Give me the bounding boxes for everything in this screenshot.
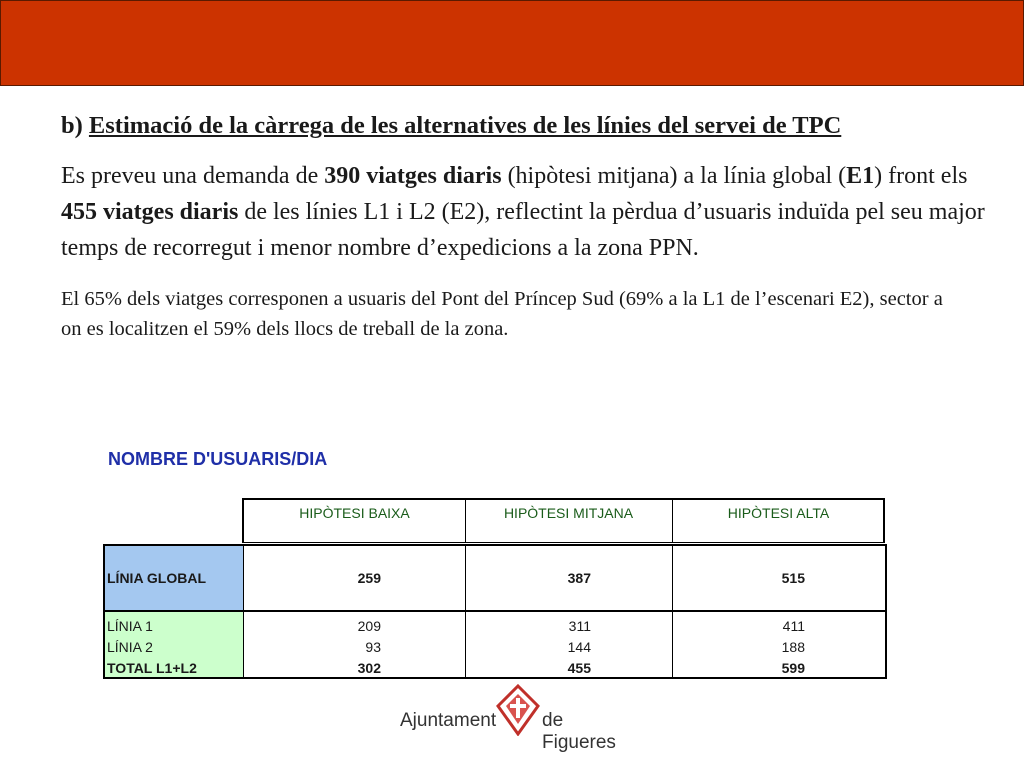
logo-text-right: de Figueres — [542, 710, 616, 753]
para1-bold-1: 390 viatges diaris — [324, 163, 502, 189]
cell-value: 93 — [365, 639, 381, 655]
cell-value: 188 — [781, 639, 805, 655]
global-high: 515 — [781, 570, 805, 586]
row-label-line2: LÍNIA 2 — [107, 639, 153, 655]
users-paragraph: El 65% dels viatges corresponen a usuaris del Pont del Príncep Sud (69% a la L1 de l’escenari E2), sector a on es localitzen el 59% dels llocs de treball de la zona. — [61, 288, 943, 340]
para1-text-2: (hipòtesi mitjana) a la línia global ( — [501, 163, 847, 189]
para1-bold-2: E1 — [846, 163, 875, 189]
cell-value: 144 — [567, 639, 591, 655]
global-mid: 387 — [567, 570, 591, 586]
cell-value: 209 — [357, 618, 381, 634]
col-header-high: HIPÒTESI ALTA — [727, 505, 830, 521]
cell-value: 411 — [782, 618, 805, 634]
heading-prefix: b) — [61, 112, 83, 139]
para1-bold-3: 455 viatges diaris — [61, 199, 239, 225]
lines-high — [735, 616, 805, 679]
row-label-global: LÍNIA GLOBAL — [105, 546, 244, 612]
table-header — [242, 498, 885, 543]
table-body — [103, 544, 887, 679]
cell-value: 302 — [357, 660, 381, 676]
cell-value: 599 — [781, 660, 805, 676]
col-header-mid: HIPÒTESI MITJANA — [465, 500, 673, 542]
row-labels-lines — [105, 612, 244, 677]
para1-text-3: ) front els — [874, 163, 968, 189]
section-heading — [61, 108, 981, 144]
col-divider — [672, 546, 673, 677]
header-bar — [0, 0, 1024, 86]
para1-text-4: de les línies L1 i L2 (E2), reflectint la pèrdua d’usuaris induïda pel seu major temps de recorregut i menor nombre d’expedicions a la zona PPN. — [61, 199, 985, 261]
table-title: NOMBRE D'USUARIS/DIA — [108, 449, 328, 469]
cell-value: 311 — [568, 618, 591, 634]
figueres-crest-icon — [494, 684, 542, 736]
row-label-line1: LÍNIA 1 — [107, 618, 153, 634]
lines-low — [305, 616, 381, 679]
para1-text-1: Es preveu una demanda de — [61, 163, 325, 189]
col-divider — [465, 546, 466, 677]
global-low: 259 — [357, 570, 381, 586]
row-divider — [244, 610, 885, 612]
cell-value: 455 — [567, 660, 591, 676]
lines-mid — [525, 616, 591, 679]
logo-text-left: Ajuntament — [400, 710, 497, 731]
slide-content — [61, 108, 985, 344]
heading-text: Estimació de la càrrega de les alternatives de les línies del servei de TPC — [88, 112, 842, 139]
row-label-total: TOTAL L1+L2 — [107, 660, 197, 676]
col-header-low: HIPÒTESI BAIXA — [244, 500, 466, 542]
demand-paragraph — [61, 158, 991, 266]
ajuntament-logo — [400, 680, 640, 753]
